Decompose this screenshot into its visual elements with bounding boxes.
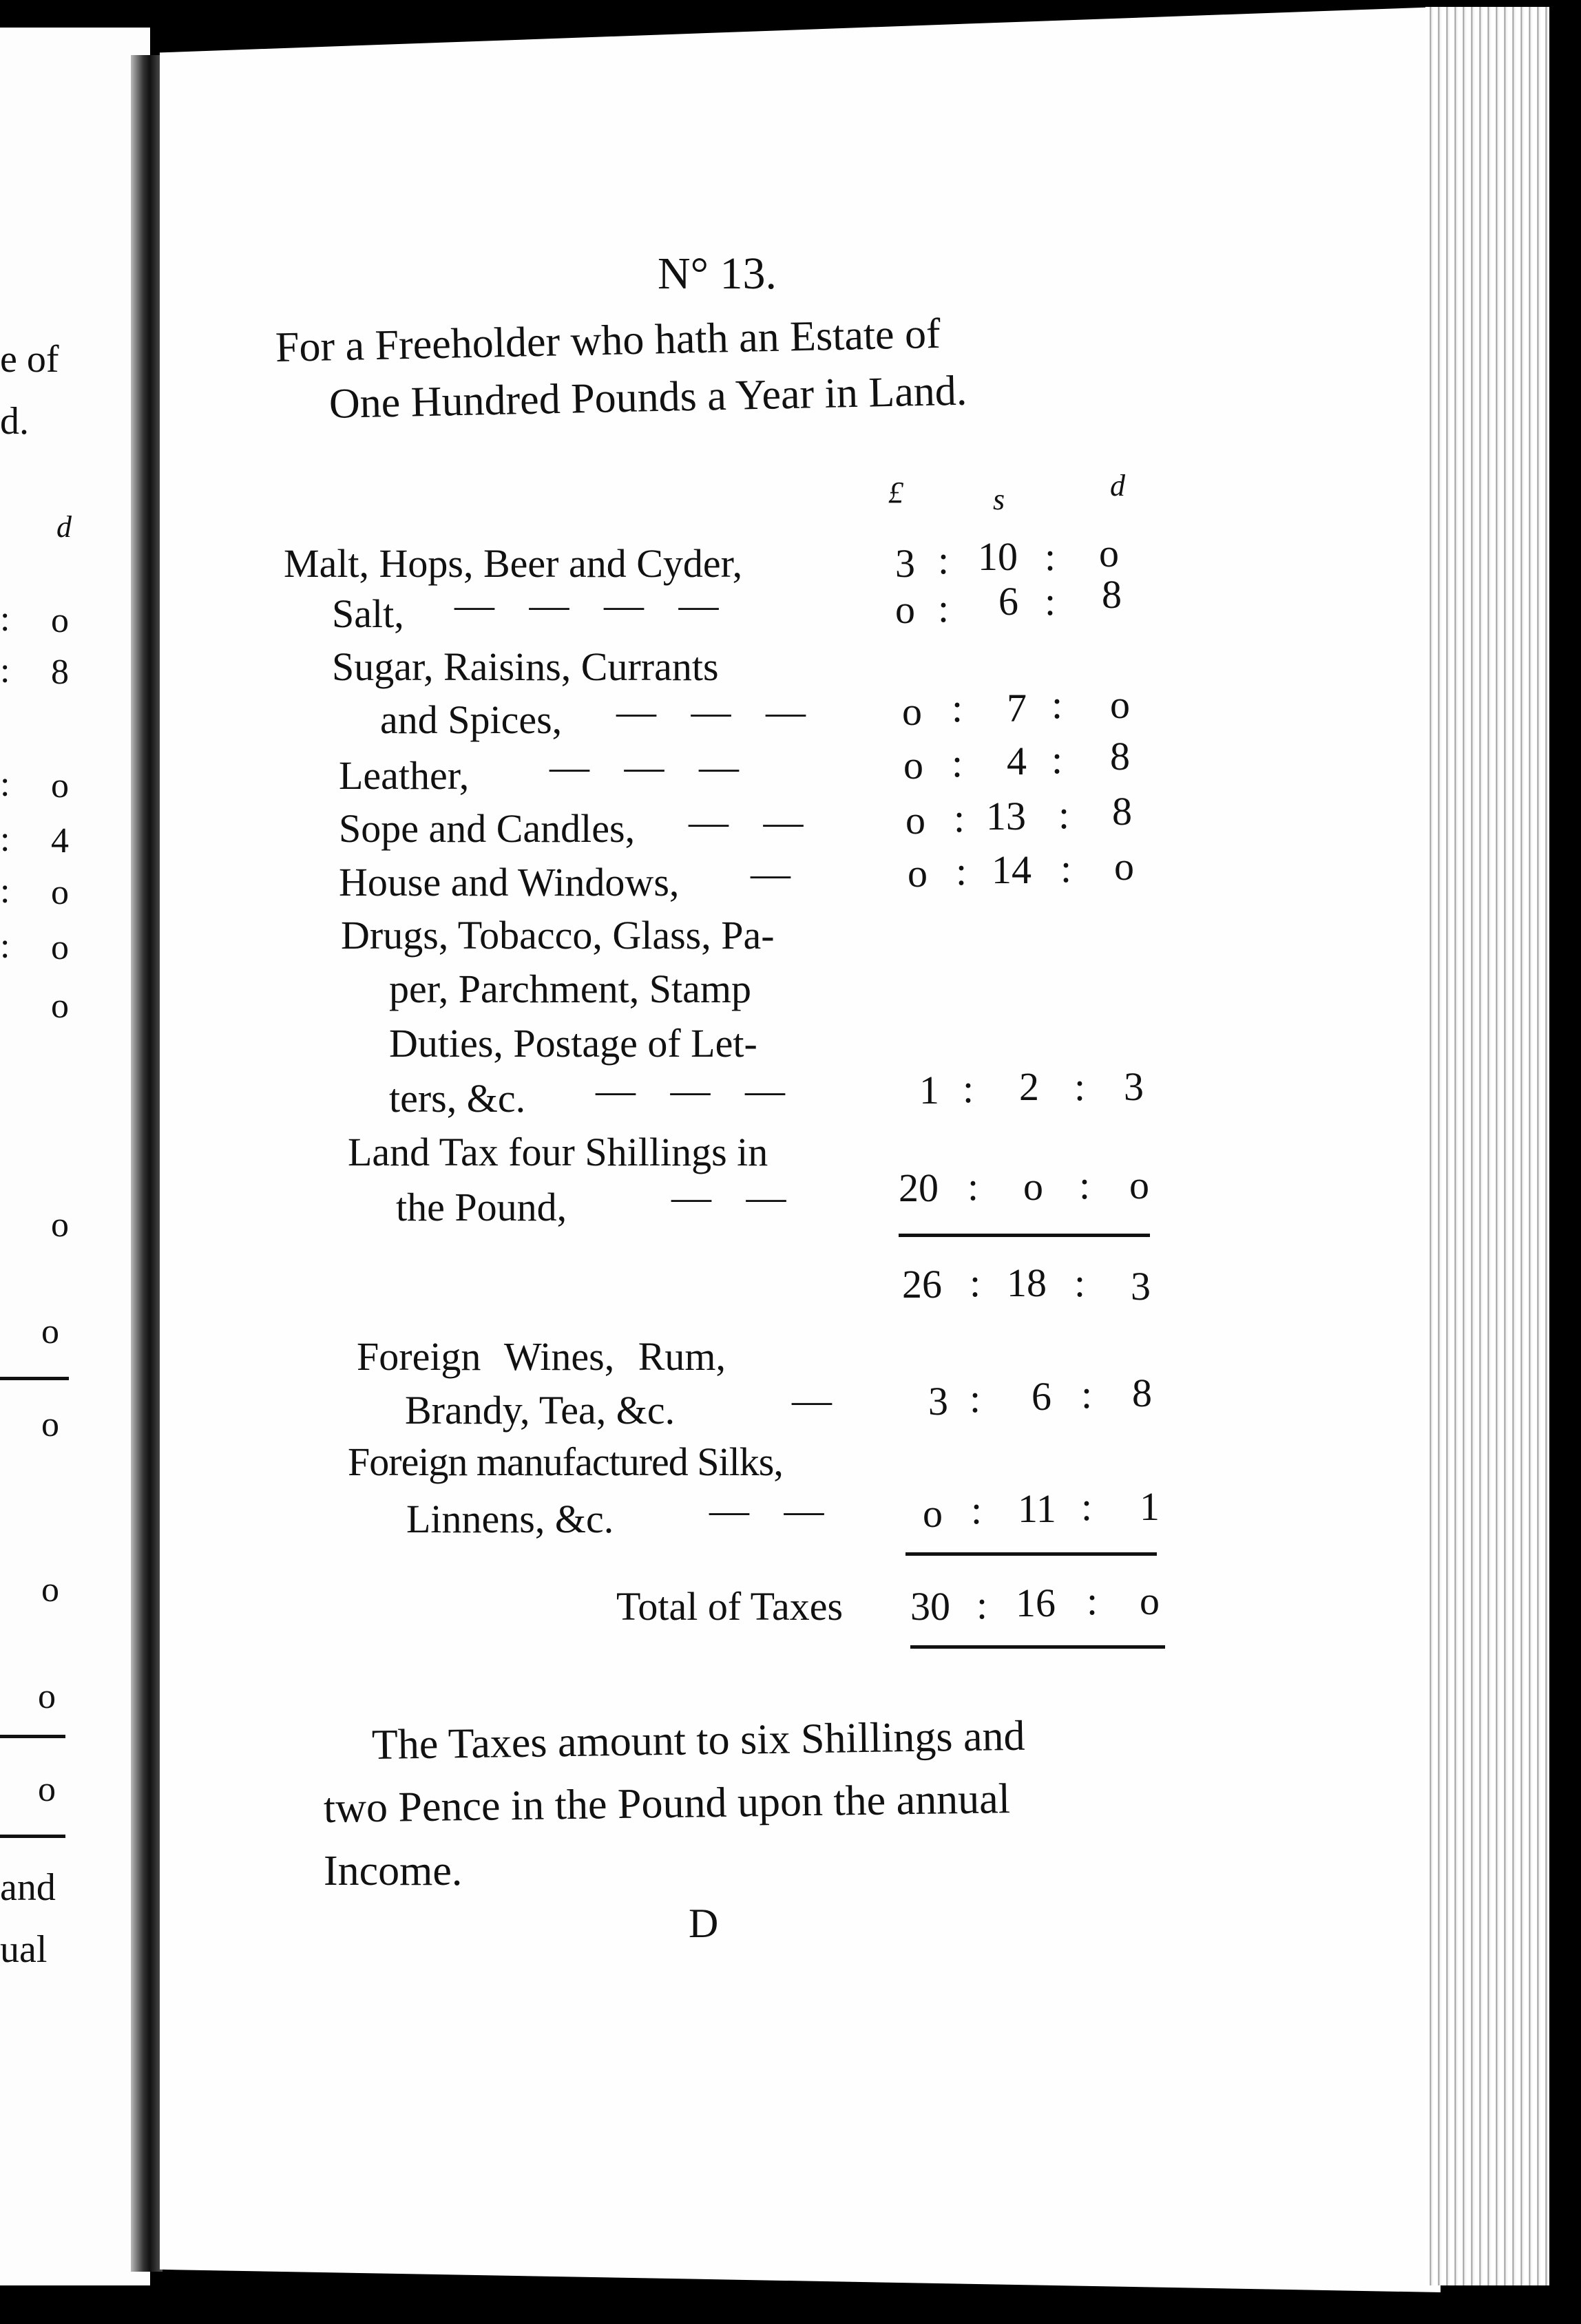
separator-colon: : <box>1051 737 1063 782</box>
separator-colon: : <box>1051 682 1063 727</box>
row-pence: 1 <box>1140 1484 1160 1529</box>
separator-colon: : <box>1060 846 1072 891</box>
separator-colon: : <box>967 1164 979 1209</box>
separator-colon: : <box>952 741 963 785</box>
left-fragment-colon: : <box>0 927 10 966</box>
column-pence: d <box>1110 469 1125 503</box>
row-leader-dashes: — <box>792 1377 844 1422</box>
row-item-label: ters, &c. <box>389 1076 526 1121</box>
right-edge <box>1549 0 1581 2324</box>
left-fragment-digit: 4 <box>51 821 69 860</box>
row-item-label: Foreign Wines, Rum, <box>357 1334 726 1379</box>
row-pounds: o <box>895 587 915 632</box>
row-item-label: Foreign manufactured Silks, <box>348 1439 783 1484</box>
left-fragment-line-1: e of <box>0 338 59 381</box>
bleed-through <box>289 234 299 277</box>
closing-line-2: two Pence in the Pound upon the annual <box>323 1775 1011 1832</box>
left-fragment-colon: : <box>0 820 10 859</box>
row-item-label: Leather, <box>339 753 470 798</box>
left-fragment-digit: o <box>51 873 69 912</box>
separator-colon: : <box>938 586 950 631</box>
separator-colon: : <box>1074 1260 1086 1305</box>
row-item-label: Duties, Postage of Let- <box>389 1021 757 1066</box>
row-shillings: 11 <box>1018 1486 1056 1531</box>
row-item-label: Sugar, Raisins, Currants <box>332 644 719 689</box>
row-item-label: Malt, Hops, Beer and Cyder, <box>284 541 743 586</box>
subtotal-shillings: 18 <box>1007 1260 1047 1305</box>
left-fragment-digit: o <box>41 1405 59 1444</box>
row-pounds: o <box>902 689 922 734</box>
row-pounds: 3 <box>928 1379 948 1424</box>
page-number-heading: N° 13. <box>658 249 777 299</box>
subtotal-rule <box>899 1234 1150 1237</box>
row-item-label: Salt, <box>332 591 404 636</box>
separator-colon: : <box>963 1066 974 1111</box>
row-item-label: Brandy, Tea, &c. <box>405 1388 676 1433</box>
row-pence: o <box>1114 844 1134 889</box>
row-pence: 3 <box>1124 1064 1144 1109</box>
row-shillings: 6 <box>1032 1374 1051 1419</box>
separator-colon: : <box>971 1488 983 1532</box>
left-fragment-digit: o <box>51 766 69 805</box>
row-shillings: 10 <box>978 534 1018 579</box>
row-pence: 8 <box>1132 1371 1152 1415</box>
row-pence: o <box>1099 531 1119 575</box>
heading-line-2: One Hundred Pounds a Year in Land. <box>328 367 967 427</box>
row-item-label: Drugs, Tobacco, Glass, Pa- <box>341 913 775 958</box>
separator-colon: : <box>1074 1064 1086 1109</box>
left-fragment-digit: o <box>41 1312 59 1351</box>
left-fragment-rule <box>0 1735 65 1738</box>
row-leader-dashes: — — — — <box>454 582 731 627</box>
book-gutter <box>131 55 163 2272</box>
row-pounds: o <box>905 798 925 843</box>
left-fragment-colon: : <box>0 872 10 911</box>
row-pounds: o <box>923 1491 943 1536</box>
left-fragment-digit: 8 <box>51 653 69 692</box>
row-leader-dashes: — — — <box>616 689 818 734</box>
row-leader-dashes: — — <box>689 799 816 844</box>
separator-colon: : <box>1045 534 1056 579</box>
row-pounds: 3 <box>895 541 915 586</box>
row-leader-dashes: — — — <box>596 1068 797 1112</box>
heading-line-1: For a Freeholder who hath an Estate of <box>275 310 941 371</box>
subtotal-pence: 3 <box>1131 1264 1151 1309</box>
row-pounds: o <box>908 851 928 896</box>
total-pounds: 30 <box>910 1584 950 1629</box>
signature-mark: D <box>689 1901 719 1946</box>
left-fragment-colon: : <box>0 765 10 804</box>
row-pounds: o <box>903 743 923 788</box>
left-fragment-colon: : <box>0 600 10 639</box>
left-fragment-digit: o <box>41 1570 59 1609</box>
row-shillings: 6 <box>998 579 1018 624</box>
row-item-label: Linnens, &c. <box>406 1497 614 1541</box>
row-shillings: 7 <box>1007 686 1027 730</box>
row-item-label: Sope and Candles, <box>339 806 636 851</box>
row-pounds: 1 <box>919 1068 939 1112</box>
left-fragment-tail-2: ual <box>0 1928 48 1971</box>
row-item-label: Land Tax four Shillings in <box>348 1130 768 1174</box>
separator-colon: : <box>970 1260 981 1305</box>
column-pounds: £ <box>888 476 903 509</box>
row-item-label: House and Windows, <box>339 860 680 905</box>
row-shillings: 4 <box>1007 739 1027 783</box>
row-item-label: per, Parchment, Stamp <box>389 966 751 1011</box>
row-leader-dashes: — — — <box>549 744 751 789</box>
separator-colon: : <box>970 1376 981 1421</box>
separator-colon: : <box>952 686 963 730</box>
separator-colon: : <box>1081 1372 1093 1417</box>
closing-line-1: The Taxes amount to six Shillings and <box>371 1712 1025 1768</box>
separator-colon: : <box>976 1583 988 1627</box>
separator-colon: : <box>1058 792 1070 837</box>
row-shillings: o <box>1023 1164 1043 1209</box>
separator-colon: : <box>1087 1578 1098 1623</box>
left-fragment-digit: o <box>51 928 69 967</box>
total-pence: o <box>1140 1578 1160 1623</box>
row-item-label: the Pound, <box>396 1185 567 1229</box>
left-fragment-rule <box>0 1835 65 1838</box>
separator-colon: : <box>1079 1163 1091 1207</box>
row-leader-dashes: — — <box>709 1488 837 1532</box>
left-fragment-colon: : <box>0 651 10 690</box>
separator-colon: : <box>938 538 950 582</box>
left-fragment-digit: o <box>38 1770 56 1809</box>
separator-colon: : <box>956 849 967 894</box>
subtotal-pounds: 26 <box>902 1262 942 1307</box>
left-fragment-tail-1: and <box>0 1866 56 1909</box>
left-fragment-digit: o <box>51 1205 69 1245</box>
row-leader-dashes: — — <box>671 1174 799 1219</box>
total-double-rule <box>910 1645 1165 1649</box>
row-leader-dashes: — <box>751 851 803 896</box>
left-fragment-digit: o <box>51 601 69 640</box>
row-shillings: 13 <box>986 794 1026 838</box>
previous-page-fragment <box>0 28 150 2285</box>
row-pence: 8 <box>1112 789 1132 834</box>
page-edges <box>1425 7 1563 2285</box>
separator-colon: : <box>954 796 965 841</box>
left-fragment-digit: o <box>38 1677 56 1716</box>
row-pence: 8 <box>1110 734 1130 779</box>
separator-colon: : <box>1081 1484 1093 1529</box>
left-fragment-digit: o <box>51 986 69 1026</box>
left-fragment-line-2: d. <box>0 400 29 443</box>
total-label: Total of Taxes <box>616 1584 844 1629</box>
separator-colon: : <box>1045 579 1056 624</box>
column-shillings: s <box>993 483 1005 516</box>
row-shillings: 2 <box>1019 1064 1039 1109</box>
left-fragment-rule <box>0 1377 69 1380</box>
row-pence: o <box>1129 1163 1149 1207</box>
left-fragment-col-label: d <box>56 510 72 544</box>
row-pence: 8 <box>1102 572 1122 617</box>
row-shillings: 14 <box>992 847 1032 892</box>
row-item-label: and Spices, <box>380 697 563 742</box>
row-pounds: 20 <box>899 1165 939 1210</box>
closing-line-3: Income. <box>324 1848 463 1894</box>
total-shillings: 16 <box>1016 1581 1056 1625</box>
total-rule <box>905 1552 1157 1556</box>
row-pence: o <box>1110 682 1130 727</box>
